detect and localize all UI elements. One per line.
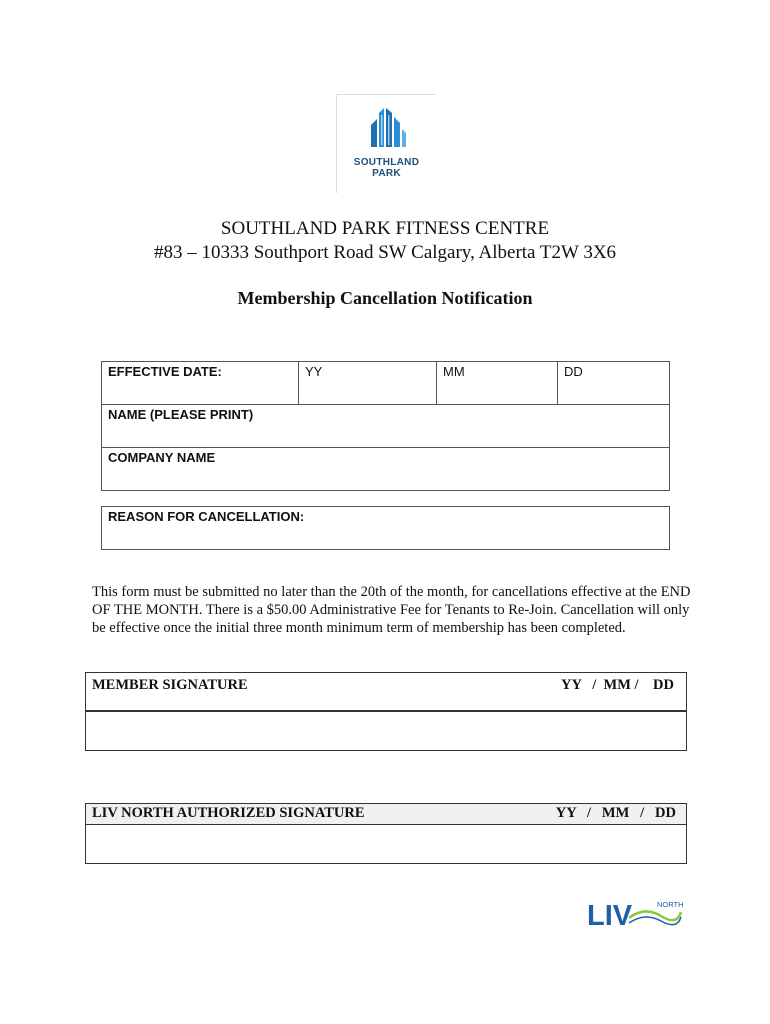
north-text: NORTH [657,900,684,909]
effective-date-dd-field[interactable]: DD [558,362,670,405]
member-info-table [101,361,670,491]
liv-signature-field[interactable] [86,825,686,863]
liv-signature-header [86,804,686,825]
effective-date-label: EFFECTIVE DATE: [102,362,299,405]
form-title: Membership Cancellation Notification [237,288,533,308]
effective-date-mm-field[interactable]: MM [437,362,558,405]
organization-address: #83 – 10333 Southport Road SW Calgary, Alberta T2W 3X6 [153,242,617,263]
liv-signature-date-label: YY / MM / DD [555,805,676,821]
cancellation-notice: This form must be submitted no later than the 20th of the month, for cancellations effective at the END OF THE MONTH. There is a $50.00 Administrative Fee for Tenants to Re-Join. Cancellation will only be effective once the initial three month minimum term of membership has been completed. [92,584,691,636]
reason-table [101,506,670,550]
liv-text: LIV [587,900,633,930]
company-name-field[interactable]: COMPANY NAME [102,448,670,491]
liv-signature-label: LIV NORTH AUTHORIZED SIGNATURE [92,805,365,821]
liv-signature-section [85,803,687,864]
effective-date-yy-field[interactable]: YY [299,362,437,405]
liv-north-logo-icon [585,896,685,930]
reason-for-cancellation-field[interactable]: REASON FOR CANCELLATION: [102,507,670,550]
logo-text-line2: PARK [372,168,401,179]
member-signature-label: MEMBER SIGNATURE [92,677,248,693]
organization-name: SOUTHLAND PARK FITNESS CENTRE [220,218,550,239]
member-signature-field[interactable] [86,712,686,750]
member-signature-section [85,672,687,751]
liv-north-logo [585,896,685,930]
name-field[interactable]: NAME (PLEASE PRINT) [102,405,670,448]
logo-text-line1: SOUTHLAND [353,157,420,168]
southland-park-logo [336,94,436,193]
member-signature-header [86,673,686,712]
member-signature-date-label: YY / MM / DD [560,677,674,693]
